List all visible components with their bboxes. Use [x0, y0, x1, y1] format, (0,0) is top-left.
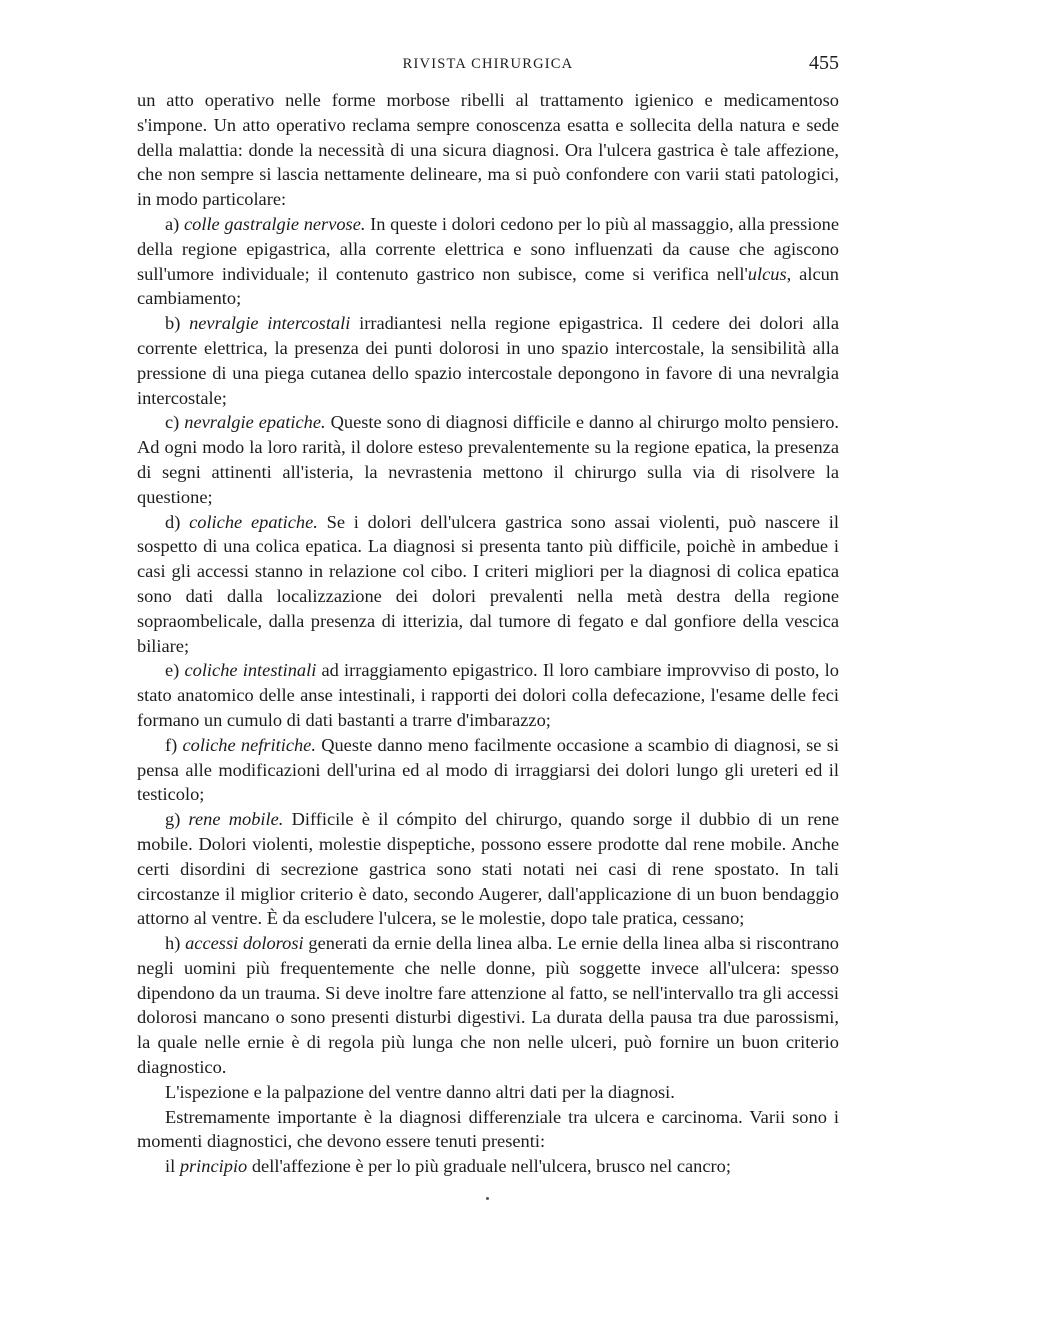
- paragraph: [137, 931, 839, 1080]
- italic-text: nevralgie intercostali: [189, 313, 351, 334]
- italic-text: accessi dolorosi: [185, 933, 304, 954]
- paragraph: [137, 88, 839, 212]
- text-run: a): [165, 213, 184, 234]
- italic-text: coliche nefritiche.: [182, 734, 316, 755]
- text-run: h): [165, 933, 186, 954]
- text-run: irradiantesi nella regione epigastrica. Il cedere dei dolori alla corrente elettrica, la presenza dei punti dolorosi in uno spazio intercostale, la sensibilità alla pressione di una piega cutanea dello spazio intercostale depongono in favore di una nevralgia intercostale;: [137, 313, 839, 408]
- text-run: d): [165, 511, 190, 532]
- italic-text: coliche intestinali: [184, 660, 317, 681]
- page-header: [137, 50, 839, 80]
- text-run: ad irraggiamento epigastrico. Il loro cambiare improvviso di posto, lo stato anatomico delle anse intestinali, i rapporti dei dolori colla defecazione, l'esame delle feci formano un cumulo di dati bastanti a trarre d'imbarazzo;: [137, 660, 839, 730]
- text-run: g): [165, 809, 189, 830]
- text-run: Queste sono di diagnosi difficile e danno al chirurgo molto pensiero. Ad ogni modo la loro rarità, il dolore esteso prevalentemente su la regione epatica, la presenza di segni attinenti all'isteria, la nevrastenia mettono il chirurgo sulla via di risolvere la questione;: [137, 412, 839, 507]
- italic-text: rene mobile.: [188, 809, 284, 830]
- paragraph: [137, 311, 839, 410]
- text-run: il: [165, 1156, 180, 1177]
- print-speck: [486, 1197, 489, 1200]
- paragraph: [137, 510, 839, 659]
- text-run: b): [165, 313, 190, 334]
- paragraph: [137, 212, 839, 311]
- text-run: f): [165, 734, 183, 755]
- paragraph: [137, 1154, 839, 1179]
- paragraph: [137, 733, 839, 807]
- text-run: un atto operativo nelle forme morbose ribelli al trattamento igienico e medicamentoso s'impone. Un atto operativo reclama sempre conoscenza esatta e sollecita della natura e sede della malattia: donde la necessità di una sicura diagnosi. Ora l'ulcera gastrica è tale affezione, che non sempre si lascia nettamente delineare, ma si può confondere con varii stati patologici, in modo particolare:: [137, 90, 839, 210]
- text-run: L'ispezione e la palpazione del ventre danno altri dati per la diagnosi.: [165, 1081, 675, 1102]
- text-run: Queste danno meno facilmente occasione a scambio di diagnosi, se si pensa alle modificazioni dell'urina ed al modo di irraggiarsi dei dolori lungo gli ureteri ed il testicolo;: [137, 734, 839, 805]
- paragraph: [137, 1105, 839, 1155]
- running-head: RIVISTA CHIRURGICA: [402, 56, 574, 72]
- text-run: , alcun cambiamento;: [137, 263, 839, 309]
- paragraph: [137, 1080, 839, 1105]
- italic-text: coliche epatiche.: [189, 511, 318, 532]
- text-run: dell'affezione è per lo più graduale nell'ulcera, brusco nel cancro;: [247, 1156, 731, 1177]
- paragraph: [137, 658, 839, 732]
- text-run: generati da ernie della linea alba. Le ernie della linea alba si riscontrano negli uomini più frequentemente che nelle donne, più soggette invece all'ulcera: spesso dipendono da un trauma. Si deve inoltre fare attenzione al fatto, se nell'intervallo tra gli accessi dolorosi mancano o sono presenti disturbi digestivi. La durata della pausa tra due parossismi, la quale nelle ernie è di regola più lunga che non nelle ulceri, può fornire un buon criterio diagnostico.: [137, 933, 839, 1078]
- page-number: 455: [809, 52, 839, 74]
- text-run: Difficile è il cómpito del chirurgo, quando sorge il dubbio di un rene mobile. Dolori violenti, molestie dispeptiche, possono essere prodotte dal rene mobile. Anche certi disordini di secrezione gastrica sono stati notati nei casi di rene spostato. In tali circostanze il miglior criterio è dato, secondo Augerer, dall'applicazione di un buon bendaggio attorno al ventre. È da escludere l'ulcera, se le molestie, dopo tale pratica, cessano;: [137, 809, 839, 929]
- text-run: e): [165, 660, 185, 681]
- paragraph: [137, 807, 839, 931]
- text-run: Estremamente importante è la diagnosi differenziale tra ulcera e carcinoma. Varii sono i momenti diagnostici, che devono essere tenuti presenti:: [137, 1106, 839, 1152]
- italic-text: colle gastralgie nervose.: [183, 213, 366, 234]
- italic-text: ulcus: [747, 263, 787, 284]
- text-run: c): [165, 412, 185, 433]
- text-run: Se i dolori dell'ulcera gastrica sono assai violenti, può nascere il sospetto di una colica epatica. La diagnosi si presenta tanto più difficile, poichè in ambedue i casi gli accessi stanno in relazione col cibo. I criteri migliori per la diagnosi di colica epatica sono dati dalla localizzazione dei dolori prevalenti nella metà destra della regione sopraombelicale, dalla presenza di itterizia, dal tumore di fegato e dal gonfiore della vescica biliare;: [137, 511, 839, 656]
- italic-text: principio: [179, 1156, 248, 1177]
- body-text: [137, 88, 839, 1179]
- italic-text: nevralgie epatiche.: [184, 412, 326, 433]
- paragraph: [137, 410, 839, 509]
- text-run: In queste i dolori cedono per lo più al massaggio, alla pressione della regione epigastrica, alla corrente elettrica e sono influenzati da cause che agiscono sull'umore individuale; il contenuto gastrico non subisce, come si verifica nell': [137, 213, 840, 284]
